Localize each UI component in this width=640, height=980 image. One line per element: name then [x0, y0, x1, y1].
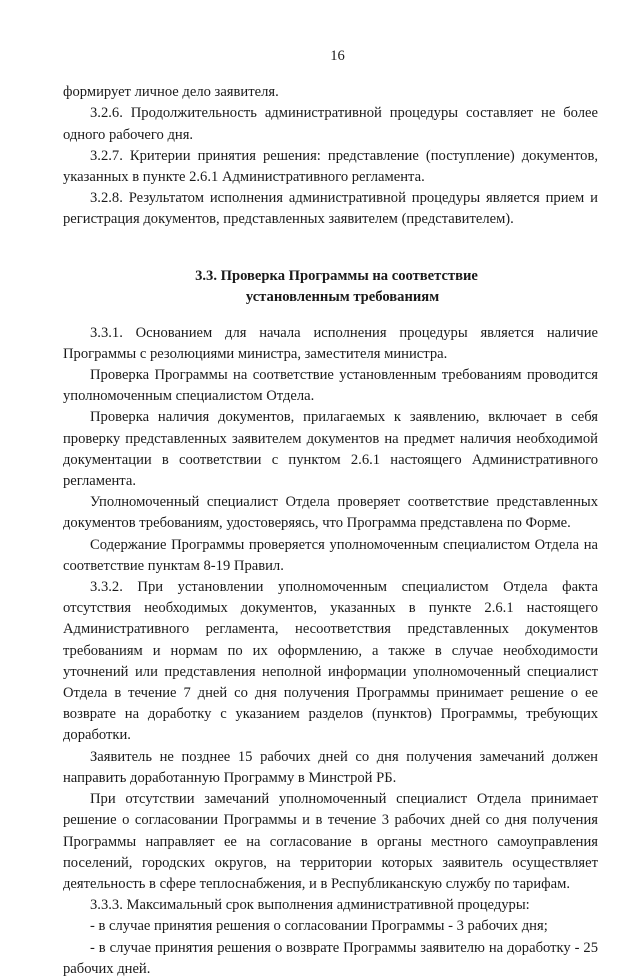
section-heading-line-1: 3.3. Проверка Программы на соответствие — [195, 267, 478, 284]
paragraph-continuation: формирует личное дело заявителя. — [63, 84, 279, 101]
section-heading-line-2: установленным требованиям — [245, 288, 440, 305]
paragraph-content-check: Содержание Программы проверяется уполномоченным специалистом Отдела на соответствие пунктам 8-19 Правил. — [63, 536, 598, 574]
paragraph-no-remarks: При отсутствии замечаний уполномоченный специалист Отдела принимает решение о согласовании Программы и в течение 3 рабочих дней со дня получения Программы направляет ее на согласование в органы местного самоуправления поселений, городских округов, на территории которых заявитель осуществляет деятельность в сфере теплоснабжения, и в Республиканскую службу по тарифам. — [63, 791, 598, 892]
list-item-return-term: - в случае принятия решения о возврате Программы заявителю на доработку - 25 рабочих дней. — [63, 939, 598, 977]
paragraph-3-2-7: 3.2.7. Критерии принятия решения: представление (поступление) документов, указанных в пункте 2.6.1 Административного регламента. — [63, 147, 598, 186]
paragraph-applicant-deadline: Заявитель не позднее 15 рабочих дней со дня получения замечаний должен направить доработанную Программу в Минстрой РБ. — [63, 748, 598, 786]
paragraph-check-program: Проверка Программы на соответствие установленным требованиям проводится уполномоченным специалистом Отдела. — [63, 367, 598, 405]
paragraph-3-2-6: 3.2.6. Продолжительность административной процедуры составляет не более одного рабочего дня. — [63, 105, 598, 143]
paragraph-3-3-2: 3.3.2. При установлении уполномоченным специалистом Отдела факта отсутствия необходимых документов, указанных в пункте 2.6.1 настоящего Административного регламента, несоответствия представленных документов требованиям и нормам по их оформлению, а также в случае необходимости уточнений или представления неполной информации уполномоченный специалист Отдела в течение 7 дней со дня получения Программы принимает решение о ее возврате на доработку с указанием разделов (пунктов) Программы, требующих доработки. — [63, 579, 598, 744]
page-number: 16 — [330, 48, 345, 64]
paragraph-3-3-3: 3.3.3. Максимальный срок выполнения административной процедуры: — [90, 897, 530, 914]
paragraph-specialist-checks: Уполномоченный специалист Отдела проверяет соответствие представленных документов требованиям, удостоверяясь, что Программа представлена по Форме. — [63, 494, 598, 532]
paragraph-3-3-1: 3.3.1. Основанием для начала исполнения процедуры является наличие Программы с резолюциями министра, заместителя министра. — [63, 324, 598, 362]
paragraph-3-2-8: 3.2.8. Результатом исполнения административной процедуры является прием и регистрация документов, представленных заявителем (представителем). — [63, 190, 598, 228]
list-item-approval-term: - в случае принятия решения о согласовании Программы - 3 рабочих дня; — [90, 918, 548, 935]
paragraph-check-documents: Проверка наличия документов, прилагаемых к заявлению, включает в себя проверку представленных заявителем документов на предмет наличия необходимой документации в соответствии с пунктом 2.6.1 настоящего Административного регламента. — [63, 409, 598, 490]
section-heading-3-3 — [63, 266, 598, 308]
